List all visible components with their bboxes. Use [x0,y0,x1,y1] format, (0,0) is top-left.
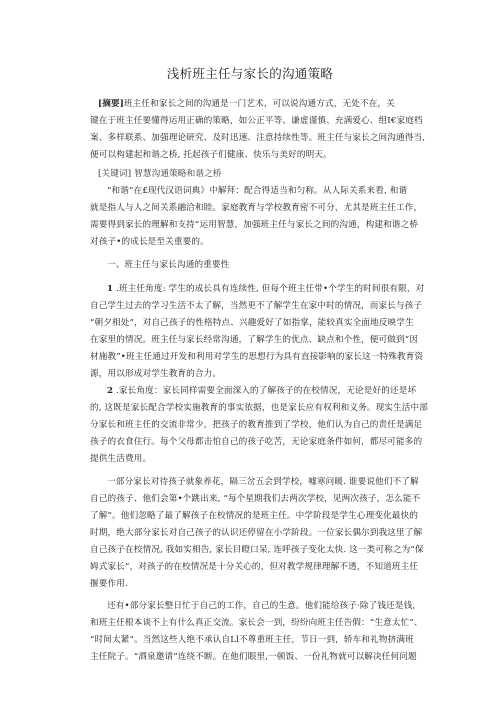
keywords-line: [关键词] 智慧沟通策略和谐之桥 [98,169,222,179]
paragraph-line: 姆式家长”，对孩子的在校情况是十分关心的，但对教学规律理解不透，不知道班主任 [90,562,419,572]
abstract-block [90,96,435,164]
paragraph-1 [90,281,435,383]
keywords-block [90,166,435,183]
intro-line: “和谐”在£现代汉语词典》中解拜：配合得适当和匀称。从人际关系来看, 和谐 [107,186,408,196]
paragraph-line: 在家里的情况。班主任与家长经常沟通，了解学生的优点、缺点和个性，便可做到“因 [90,335,419,345]
paragraph-line: 材施教”•班主任通过开发和利用对学生的思想行为具有直接影响的家长这一特殊教育资 [90,352,424,362]
paragraph-line: 还有•部分家长整日忙于自己的工作，自己的生意。他们能给孩子·除了钱还是钱， [107,601,422,611]
paragraph-line: 自己孩子在校情况, 我如实相告, 家长目瞪口呆, 连呼孩子变化太快. 这一类可称之为“保 [90,545,424,555]
paragraph-line: 时期，绝大部分家长对自己孩子的认识还停留在小学阶段。一位家长偶尔到我这里了解 [90,528,423,538]
intro-paragraph [90,183,435,251]
paragraph-2 [90,383,435,468]
paragraph-line: 分家长和班主任的交流非常少，把孩子的教育推到了学校，他们认为自己的责任是满足 [90,420,423,430]
abstract-line: 案、多样联系、加强理论研究、及时迅速、注意持续性等。班主任与家长之间沟通得当, [90,133,426,143]
intro-line: 就是指人与人之间关系融洽和睦。家庭教育与学校教育密不可分，尤其是班主任工作， [90,203,423,213]
paragraph-line: “时间太紧”。当然这些人绝不承认自Ll不尊重班主任，节日一到，轿车和礼物挤满班 [90,635,414,645]
paragraph-4 [90,598,435,666]
paragraph-line: 1 .班主任角度: 学生的成长具有连续性, 但每个班主任带•个学生的时间很有限，对 [107,284,425,294]
abstract-line: [摘要]班主任和家长之间的沟通是一门艺术，可以说沟通方式，无处不在，关 [98,99,395,109]
paragraph-line: 提供生活费用。 [90,454,152,464]
abstract-line: 便可以构建起和谐之桥, 托起孩子们健康、快乐与美好的明天。 [90,150,332,160]
abstract-label: [摘要] [98,99,124,109]
abstract-line: 键在于班主任要懂得运用正确的策略，如公正平等、谦虚谨慎、充满爱心、组I€家庭档 [90,116,423,126]
section-heading-block [90,257,435,274]
paragraph-line: 2 .家长角度：家长同样需要全面深入的了解孩子的在校情况，无论是好的还是坏 [107,386,417,396]
paragraph-line: 一部分家长对待孩子就象养花，隔三岔五会到学校，嘘寒问暖. 谁要说他们不了解 [107,477,419,487]
section-heading: 一、班主任与家长沟通的重要性 [107,260,230,270]
item-number: 2 [107,386,114,396]
intro-line: 需要得到家长的理解和支持“运用智慧，加强班主任与家长之间的沟通，构建和谐之桥 [90,220,419,230]
paragraph-line: 揠要作用. [90,579,128,589]
paragraph-line: “朝夕相处”，对自己孩子的性格特点、兴趣爱好了如指掌，能较真实全面地反映学生 [90,318,414,328]
paragraph-line: 主任院子。“酒泉邀请”连绕不断。在他们眼里,一顿饭、一份礼物就可以解决任何问题 [90,652,417,662]
paragraph-line: 自己学生过去的学习生活不太了解，当然更不了解学生在家中时的情况，而家长与孩子 [90,301,423,311]
item-number: 1 [107,284,114,294]
paragraph-line: 源，用以形成对学生教育的合力。 [90,369,222,379]
paragraph-line: 了解”。他们忽略了最了解孩子在校情况的是班主任。中学阶段是学生心理变化最快的 [90,511,419,521]
intro-line: 对孩子•的成长是至关重要的。 [90,237,209,247]
paragraph-3 [90,474,435,593]
document-title: 浅析班主任与家长的沟通策略 [166,66,334,81]
paragraph-line: 的, 这既是家长配合学校实施教育的事实依据，也是家长应有权利和义务。现实生活中部 [90,403,429,413]
paragraph-line: 和班主任根本谈不上有什么真正交流。家长会一到，纷纷向班主任告假：“生意太忙”、 [90,618,423,628]
paragraph-line: 孩子的衣食住行。每个父母都击怕自己的孩子吃苦，无论家庭条件如何，都尽可能多的 [90,437,423,447]
paragraph-line: 自己的孩子、他们会第•个跳出来, “每个星期我们去两次学校，见两次孩子，怎么能不 [90,494,421,504]
